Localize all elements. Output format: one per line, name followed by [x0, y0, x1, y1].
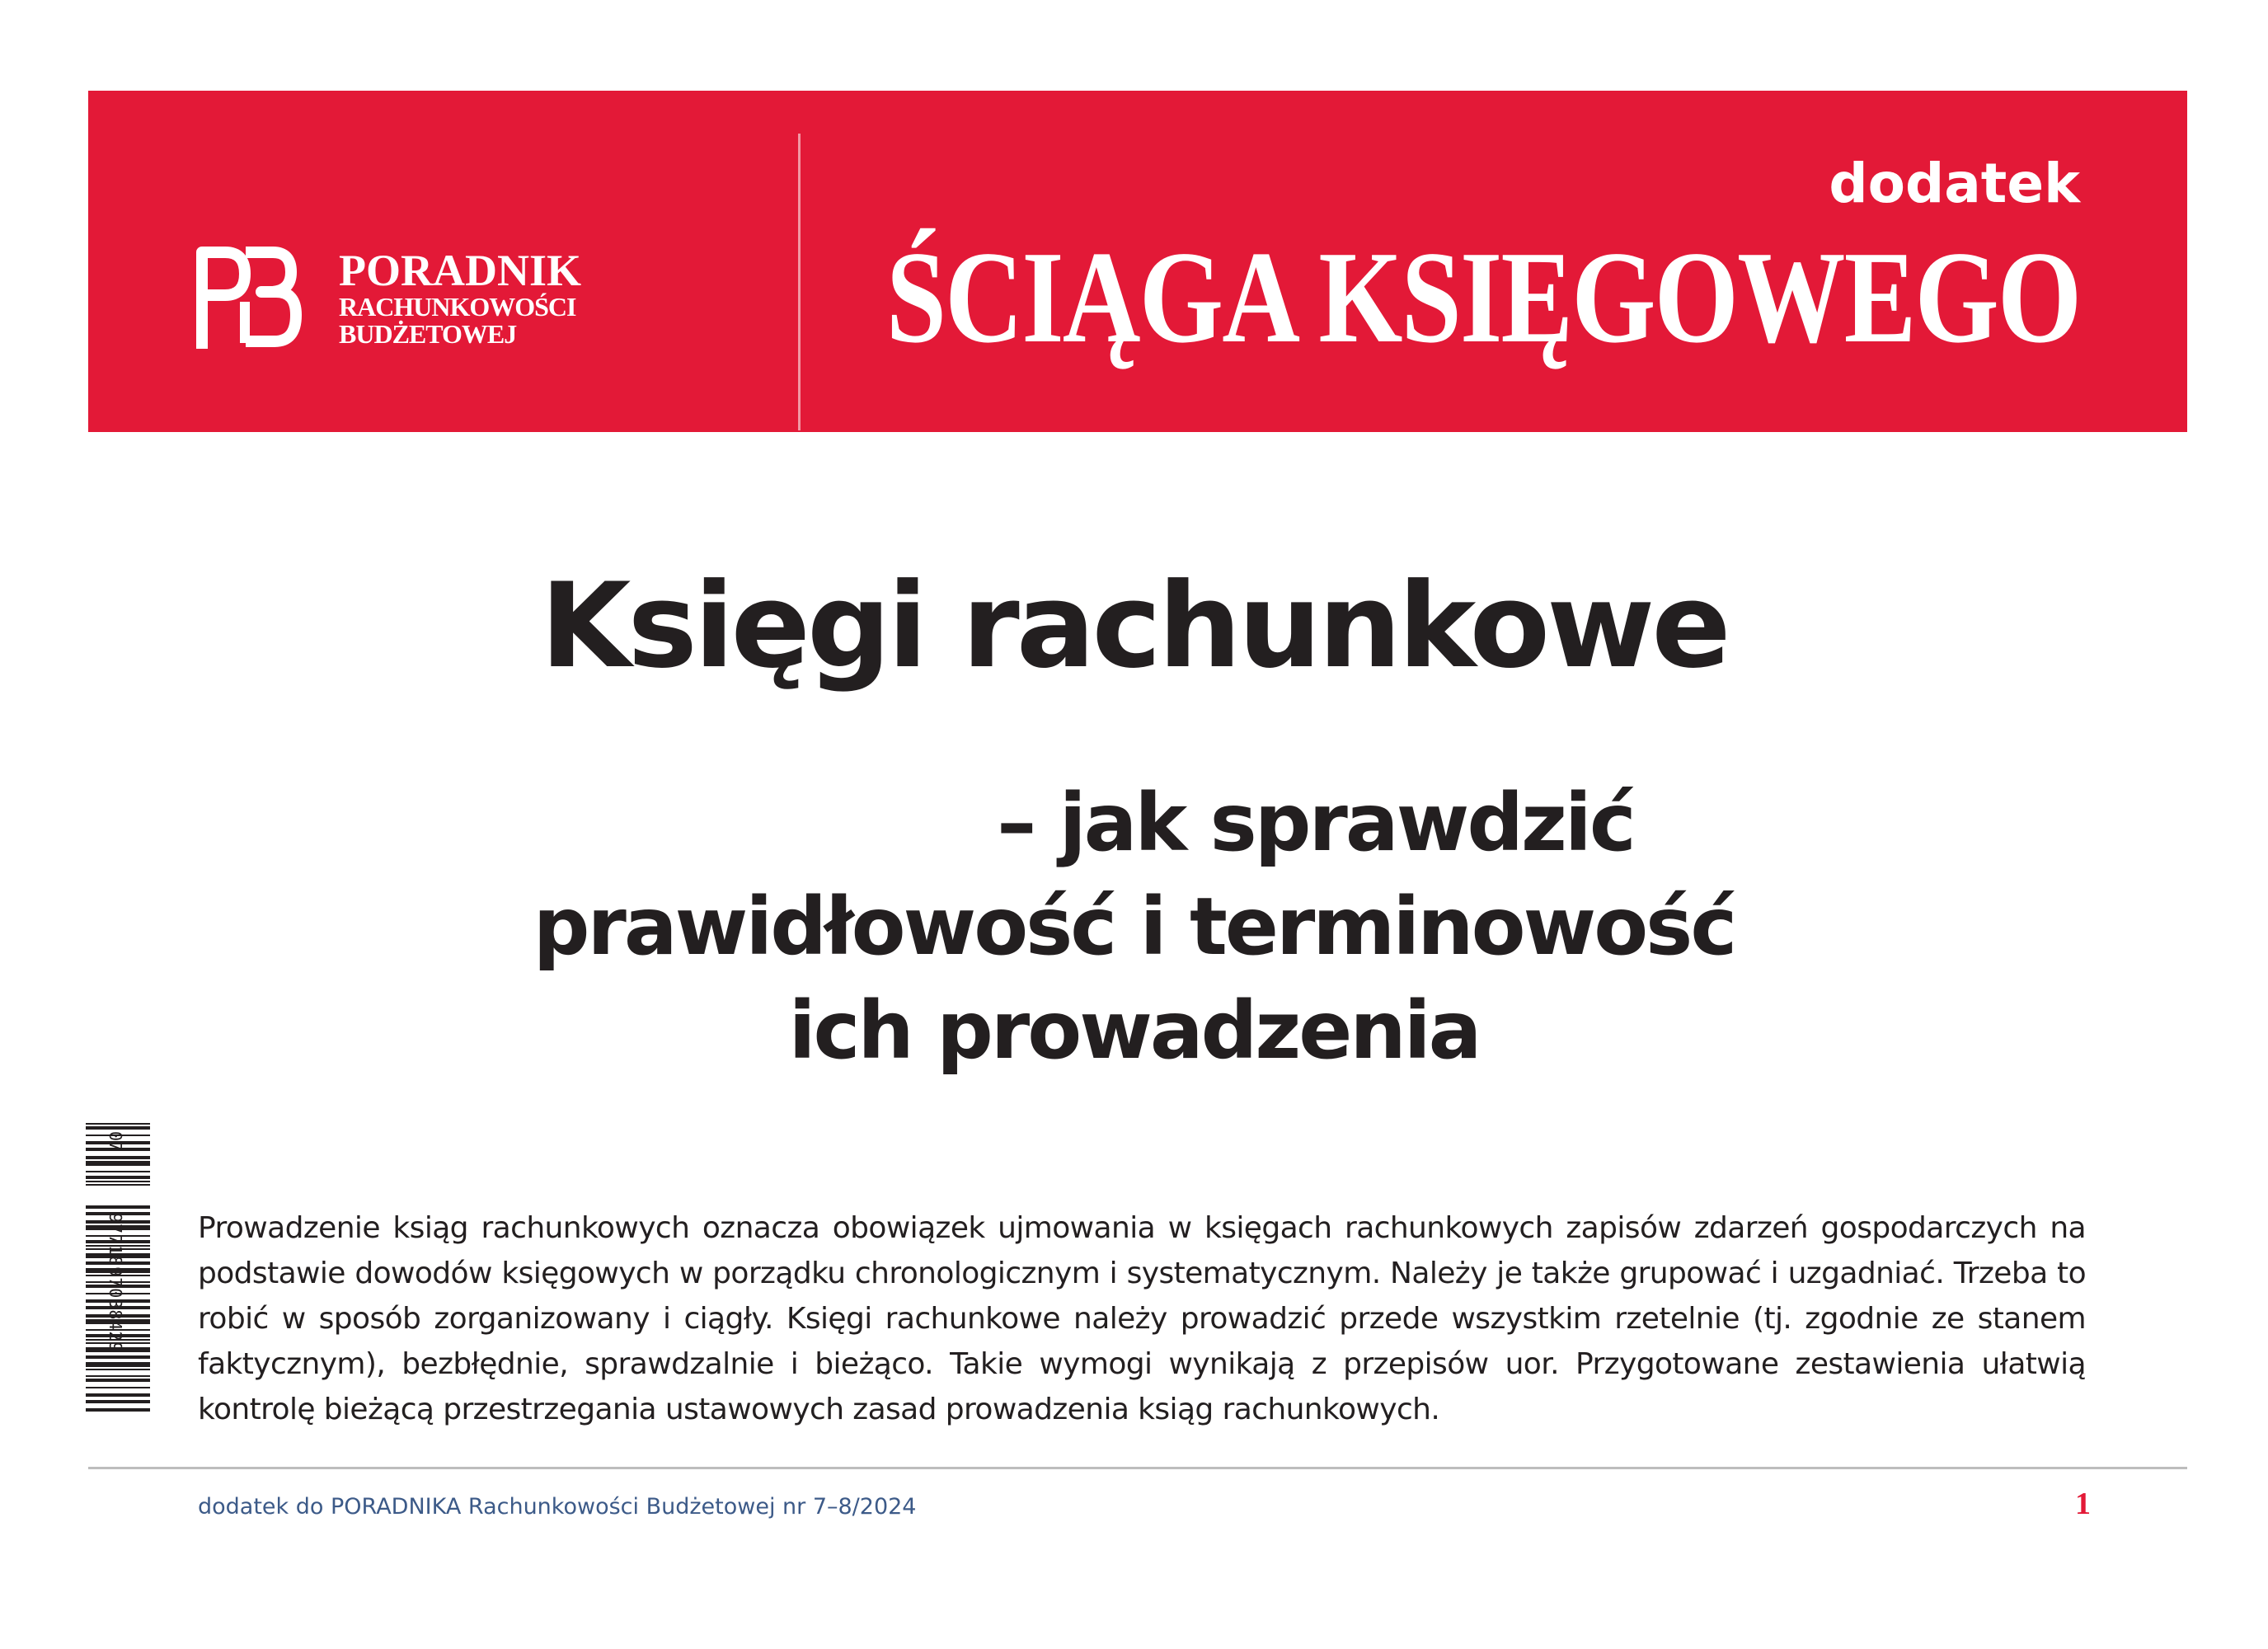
- logo-wordmark: [339, 247, 611, 348]
- footer-publication-info: dodatek do PORADNIKA Rachunkowości Budżetowej nr 7–8/2024: [198, 1494, 917, 1520]
- intro-paragraph: Prowadzenie ksiąg rachunkowych oznacza obowiązek ujmowania w księgach rachunkowych zapisów zdarzeń gospodarczych na podstawie dowodów księgowych w porządku chronologicznym i systematycznym. Należy je także grupować i uzgadniać. Trzeba to robić w sposób zorganizowany i ciągły. Księgi rachunkowe należy prowadzić przede wszystkim rzetelnie (tj. zgodnie ze stanem faktycznym), bezbłędnie, sprawdzalnie i bieżąco. Takie wymogi wynikają z przepisów uor. Przygotowane zestawienia ułatwią kontrolę bieżącą przestrzegania ustawowych zasad prowadzenia ksiąg rachunkowych.: [198, 1211, 2086, 1426]
- logo-line-rachunkowosci: RACHUNKOWOŚCI: [339, 292, 576, 322]
- barcode-addon-digits: 07: [106, 1131, 125, 1152]
- subtitle-line-3: ich prowadzenia: [788, 984, 1480, 1077]
- logo-line-poradnik: PORADNIK: [339, 246, 581, 295]
- prb-monogram-logo: [194, 244, 326, 347]
- article-subtitle: [0, 771, 2268, 1083]
- barcode-digits: [95, 1126, 125, 1407]
- article-title: Księgi rachunkowe: [540, 558, 1728, 694]
- page-number: 1: [2075, 1487, 2091, 1521]
- supplement-label: dodatek: [1829, 152, 2080, 215]
- header-banner: [88, 91, 2187, 432]
- subtitle-line-1: – jak sprawdzić: [997, 777, 1634, 869]
- logo-line-budzetowej: BUDŻETOWEJ: [339, 319, 517, 349]
- footer-divider: [88, 1467, 2187, 1469]
- subtitle-line-2: prawidłowość i terminowość: [533, 881, 1735, 973]
- banner-divider: [798, 134, 801, 430]
- series-title: ŚCIĄGA KSIĘGOWEGO: [885, 223, 2080, 370]
- barcode-bar: [86, 1123, 150, 1125]
- barcode-bar: [86, 1408, 150, 1412]
- barcode-main-digits: 9771897038429: [106, 1213, 125, 1353]
